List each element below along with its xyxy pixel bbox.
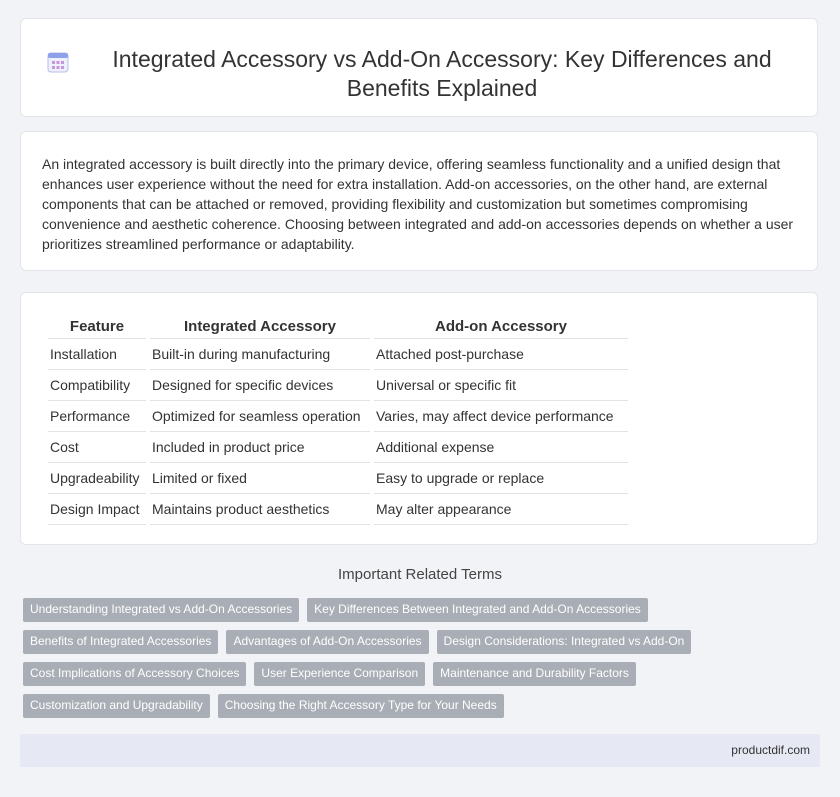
related-term-tag[interactable]: Customization and Upgradability — [23, 694, 210, 718]
related-term-tag[interactable]: Cost Implications of Accessory Choices — [23, 662, 246, 686]
table-cell: Easy to upgrade or replace — [374, 463, 628, 494]
intro-paragraph: An integrated accessory is built directly into the primary device, offering seamless functionality and a unified design that enhances user experience without the need for extra installation. Add-on accessories, on the other hand, are external components that can be attached or removed, providing flexibility and customization but sometimes compromising convenience and aesthetic coherence. Choosing between integrated and add-on accessories depends on whether a user prioritizes streamlined performance or adaptability. — [42, 156, 794, 252]
header-card — [20, 18, 818, 117]
related-term-tag[interactable]: User Experience Comparison — [254, 662, 425, 686]
table-cell: May alter appearance — [374, 494, 628, 525]
related-term-tag[interactable]: Benefits of Integrated Accessories — [23, 630, 218, 654]
column-header-integrated: Integrated Accessory — [150, 313, 370, 339]
table-cell: Design Impact — [48, 494, 146, 525]
table-cell: Optimized for seamless operation — [150, 401, 370, 432]
table-cell: Built-in during manufacturing — [150, 339, 370, 370]
table-cell: Installation — [48, 339, 146, 370]
page-title: Integrated Accessory vs Add-On Accessory: Key Differences and Benefits Explained — [112, 46, 772, 101]
related-term-tag[interactable]: Key Differences Between Integrated and Add-On Accessories — [307, 598, 648, 622]
table-cell: Varies, may affect device performance — [374, 401, 628, 432]
table-row — [48, 339, 628, 370]
table-cell: Performance — [48, 401, 146, 432]
tag-row — [23, 598, 803, 622]
table-cell: Designed for specific devices — [150, 370, 370, 401]
related-terms-title: Important Related Terms — [338, 566, 502, 583]
related-terms-list — [23, 598, 803, 726]
comparison-table — [44, 313, 632, 525]
calendar-icon — [46, 49, 72, 75]
column-header-addon: Add-on Accessory — [374, 313, 628, 339]
footer-site-name[interactable]: productdif.com — [731, 743, 810, 757]
tag-row — [23, 630, 803, 654]
tag-row — [23, 694, 803, 718]
table-row — [48, 401, 628, 432]
table-row — [48, 494, 628, 525]
related-term-tag[interactable]: Design Considerations: Integrated vs Add-On — [437, 630, 692, 654]
comparison-card — [20, 292, 818, 545]
related-term-tag[interactable]: Choosing the Right Accessory Type for Your Needs — [218, 694, 504, 718]
table-cell: Upgradeability — [48, 463, 146, 494]
related-term-tag[interactable]: Understanding Integrated vs Add-On Accessories — [23, 598, 299, 622]
table-cell: Cost — [48, 432, 146, 463]
table-row — [48, 432, 628, 463]
intro-card — [20, 131, 818, 271]
table-row — [48, 370, 628, 401]
related-term-tag[interactable]: Maintenance and Durability Factors — [433, 662, 636, 686]
table-cell: Compatibility — [48, 370, 146, 401]
table-row — [48, 463, 628, 494]
table-header-row — [48, 313, 628, 339]
table-cell: Maintains product aesthetics — [150, 494, 370, 525]
footer — [20, 734, 820, 767]
table-cell: Universal or specific fit — [374, 370, 628, 401]
table-cell: Additional expense — [374, 432, 628, 463]
table-cell: Limited or fixed — [150, 463, 370, 494]
column-header-feature: Feature — [48, 313, 146, 339]
tag-row — [23, 662, 803, 686]
table-cell: Included in product price — [150, 432, 370, 463]
related-term-tag[interactable]: Advantages of Add-On Accessories — [226, 630, 428, 654]
table-cell: Attached post-purchase — [374, 339, 628, 370]
